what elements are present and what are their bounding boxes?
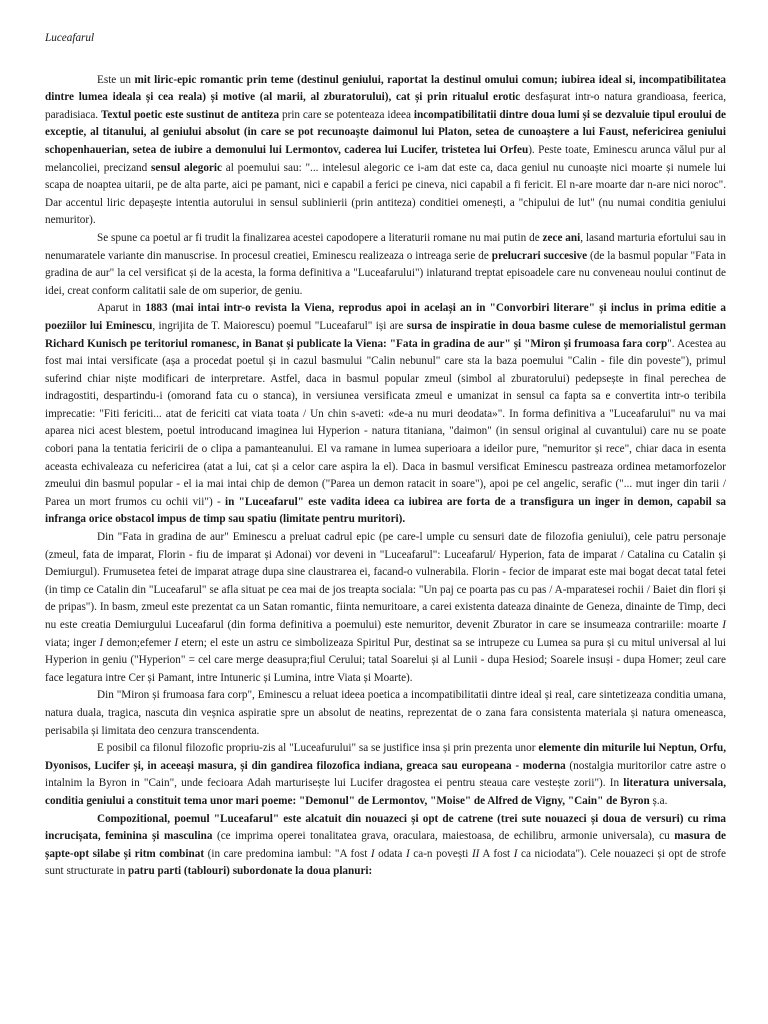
- bold-text: sensul alegoric: [151, 161, 222, 174]
- body-paragraph: [45, 300, 726, 529]
- body-paragraph: [45, 740, 726, 810]
- paragraph-text: odata: [374, 847, 406, 860]
- paragraph-text: ș.a.: [649, 794, 668, 807]
- paragraph-text: prin care se potenteaza ideea: [279, 108, 414, 121]
- paragraph-text: E posibil ca filonul filozofic propriu-zis al "Luceafurului" sa se justifice insa și prin prezenta unor: [97, 742, 539, 755]
- paragraph-text: Se spune ca poetul ar fi trudit la finalizarea acestei capodopere a literaturii romane nu mai putin de: [97, 231, 543, 244]
- italic-text: I: [405, 847, 410, 860]
- bold-text: literatura universala, conditia geniului a constituit tema unor mari poeme: "Demonul" de Lermontov, "Moise" de Alfred de Vigny, "Cain" de Byron: [45, 777, 727, 807]
- bold-text: Compozitional, poemul "Luceafarul" este alcatuit din nouazeci și opt de catrene (trei sute nouazeci și doua de versuri) cu rima incrucișata, feminina și masculina: [45, 812, 726, 843]
- bold-text: mit liric-epic romantic prin teme: [134, 73, 294, 86]
- italic-text: I: [99, 636, 104, 649]
- bold-text: Textul poetic este sustinut de antiteza: [101, 108, 280, 121]
- bold-text: zece ani: [542, 231, 581, 244]
- bold-text: prelucrari succesive: [491, 249, 588, 262]
- body-paragraph: [45, 230, 726, 300]
- paragraph-text: viata; inger: [45, 636, 100, 649]
- paragraph-text: Aparut in: [97, 302, 146, 315]
- body-paragraph: [45, 529, 726, 687]
- body-paragraph: [45, 687, 726, 740]
- italic-text: II: [471, 847, 480, 860]
- italic-text: I: [513, 847, 518, 860]
- paragraph-text: al poemului sau: "... intelesul alegoric ce i-am dat este ca, daca geniul nu cunoaște nici moarte și numele lui scapa de noaptea uitarii, pe de alta parte, aici pe pamant, nici e capabil a ferici pe cineva, nici capabil a fi fericit. El n-are moarte dar n-are nici noroc". Dar accentul liric depașește intentia autorului in sensul sublinierii (prin antiteza) conditiei omenești, a "chipului de lut" (nu numai conditia geniului nemuritor).: [45, 161, 726, 227]
- paragraph-text: ca niciodata"). Cele nouazeci și opt de strofe sunt structurate in: [45, 847, 726, 878]
- paragraph-text: (in care predomina iambul: "A fost: [204, 847, 371, 860]
- body-paragraph: [45, 811, 726, 881]
- paragraph-text: ). Peste toate, Eminescu arunca vălul pur al melancoliei, precizand: [45, 143, 726, 174]
- bold-text: sursa de inspiratie in doua basme culese de memorialistul german Richard Kunisch pe teritoriul romanesc, in Banat și publicate la Viena: "Fata in gradina de aur" și "Miron și frumoasa fara corp: [45, 319, 726, 350]
- bold-text: și motive (al marii, al zburatorului), cat și prin ritualul erotic: [210, 91, 521, 104]
- paragraph-text: etern; el este un astru ce simbolizeaza Spiritul Pur, destinat sa se intrupeze cu Lumea sa pura și cu mitul universal al lui Hyperion in geniu ("Hyperion" = cel care merge deasupra;fiul Cerului; tatal Soarelui și al Lunii - dupa Hesiod; Soarele insuși - dupa Homer; zeul care face legatura intre Cer și Pamant, intre Intuneric și Lumina, intre Viata și Moarte).: [45, 636, 726, 684]
- paragraph-text: Din "Miron și frumoasa fara corp", Eminescu a reluat ideea poetica a incompatibilitatii dintre ideal și real, care sintetizeaza conditia umana, natura duala, tragica, nascuta din veșnica aspiratie spre un absolut de neatins, reprezentat de o zana fara consistenta materiala și natura omeneasca, perisabila și limitata deo cenzura transcendenta.: [45, 689, 726, 737]
- bold-text: (destinul geniului, raportat la destinul omului comun; iubirea ideal si, incompatibilitatea dintre lumea ideala și cea reala): [45, 73, 727, 104]
- bold-text: masura de șapte-opt silabe și ritm combinat: [45, 830, 726, 860]
- paragraph-text: Din "Fata in gradina de aur" Eminescu a preluat cadrul epic (pe care-l umple cu sensuri date de filozofia geniului), cele patru personaje (zmeul, fata de imparat, Florin - fiu de imparat și Adonai) vor deveni in "Luceafarul": Luceafarul/ Hyperion, fata de imparat / Catalina cu Catalin și Demiurgul). Frumusetea fetei de imparat atrage dupa sine claustrarea ei, facand-o vulnerabila. Florin - fecior de imparat este mai bogat decat tatal fetei (in timp ce Catalin din "Luceafarul" se afla situat pe cea mai de jos treapta sociala: "Un paj ce poarta pas cu pas / A-mparatesei rochii / Baiet din flori și de pripas"). In basm, zmeul este prezentat ca un Satan romantic, fiinta nemuritoare, a carei existenta dateaza dinainte de Geneza, dinainte de Timp, deci nu este creatia Demiurgului Luceafarul (din forma definitiva a poemului) este nemuritor, devenit Zburator in care se insumeaza contrariile: moarte: [45, 531, 726, 631]
- bold-text: incompatibilitatii dintre doua lumi și se dezvaluie tipul eroului de exceptie, al titanului, al geniului absolut (in care se pot recunoaște daimonul lui Platon, setea de cunoaștere a lui Faust, nefericirea geniului schopenhauerian, setea de iubire a demonului lui Lermontov, caderea lui Lucifer, tristetea lui Orfeu: [45, 108, 726, 156]
- italic-text: I: [370, 847, 375, 860]
- paragraph-text: desfașurat intr-o natura grandioasa, feerica, paradisiaca.: [45, 91, 726, 121]
- paragraph-text: demon;efemer: [103, 636, 175, 649]
- italic-text: I: [174, 636, 179, 649]
- document-page: [45, 30, 726, 881]
- paragraph-text: ". Acestea au fost mai intai versificate (așa a procedat poetul și in cazul basmului "Calin nebunul" care sta la baza poemului "Calin - file din poveste"), primul suferind chiar niște modificari de interpretare. Astfel, daca in basmul popular zmeul (simbol al zburatorului) pedepsește in final perechea de indragostiti, despartindu-i (omorand fata cu o stanca), in versiunea versificata zmeul e umanizat in sensul ca fapta sa e convertita intr-o teribila imprecatie: "Fiti fericiti... atat de fericiti cat viata toata / Un chin s-aveti: «de-a nu muri deodata»". In forma definitiva a "Luceafarului" nu va mai aparea nici acest blestem, poetul introducand imaginea lui Hyperion - natura titaniana, "daimon" (in sensul original al cuvantului) care nu se poate cobori pana la tentatia fericirii de o clipa a pamanteanului. El va ramane in lumea superioara a ideilor pure, "nemuritor și rece", chiar daca in esenta aceasta echivaleaza cu nefericirea (atat a lui, cat și a celor care aspira la el). Daca in basmul versificat Eminescu pastreaza ordinea metamorfozelor zmeului din basmul popular - el ia mai intai chip de demon ("Parea un demon ratacit in soare"), apoi pe cel angelic, serafic ("... mut inger din tarii / Parea un mort frumos cu ochii vii") -: [45, 337, 726, 508]
- document-title: Luceafarul: [45, 32, 95, 44]
- paragraph-text: (ce imprima operei tonalitatea grava, oraculara, maiestoasa, de echilibru, armonie universala), cu: [212, 830, 675, 843]
- bold-text: 1883 (mai intai intr-o revista la Viena, reprodus apoi in același an in "Convorbiri literare" și inclus in prima editie a poeziilor lui Eminescu: [45, 302, 726, 332]
- paragraph-text: (de la basmul popular "Fata in gradina de aur" la cel versificat și de la acesta, la forma definitiva a "Luceafarului") inlaturand treptat episoadele care nu conveneau noului continut de idei, creat conform calitatii sale de om superior, de geniu.: [45, 249, 727, 297]
- body-paragraph: [45, 72, 726, 230]
- paragraph-text: ca-n povești: [409, 847, 472, 860]
- document-body: [45, 72, 726, 881]
- paragraph-text: A fost: [479, 847, 514, 860]
- bold-text: elemente din miturile lui Neptun, Orfu, Dyonisos, Lucifer și, in aceeași masura, și din gandirea filozofica indiana, greaca sau europeana - moderna: [45, 742, 726, 772]
- italic-text: I: [722, 619, 726, 631]
- paragraph-text: , lasand marturia efortului sau in nenumaratele variante din manuscrise. In procesul creatiei, Eminescu realizeaza o intreaga serie de: [45, 231, 726, 262]
- bold-text: patru parti (tablouri) subordonate la doua planuri:: [127, 865, 373, 878]
- paragraph-text: (nostalgia muritorilor catre astre o intalnim la Byron in "Cain", unde fecioara Adah marturisește lui Lucifer dragostea ei pentru steaua care vestește zorii"). In: [45, 759, 726, 790]
- paragraph-text: Este un: [97, 73, 135, 86]
- paragraph-text: , ingrijita de T. Maiorescu) poemul "Luceafarul" iși are: [152, 319, 407, 332]
- bold-text: in "Luceafarul" este vadita ideea ca iubirea are forta de a transfigura un inger in demon, capabil sa infranga orice obstacol impus de timp sau spatiu (limitate pentru muritori).: [45, 495, 726, 526]
